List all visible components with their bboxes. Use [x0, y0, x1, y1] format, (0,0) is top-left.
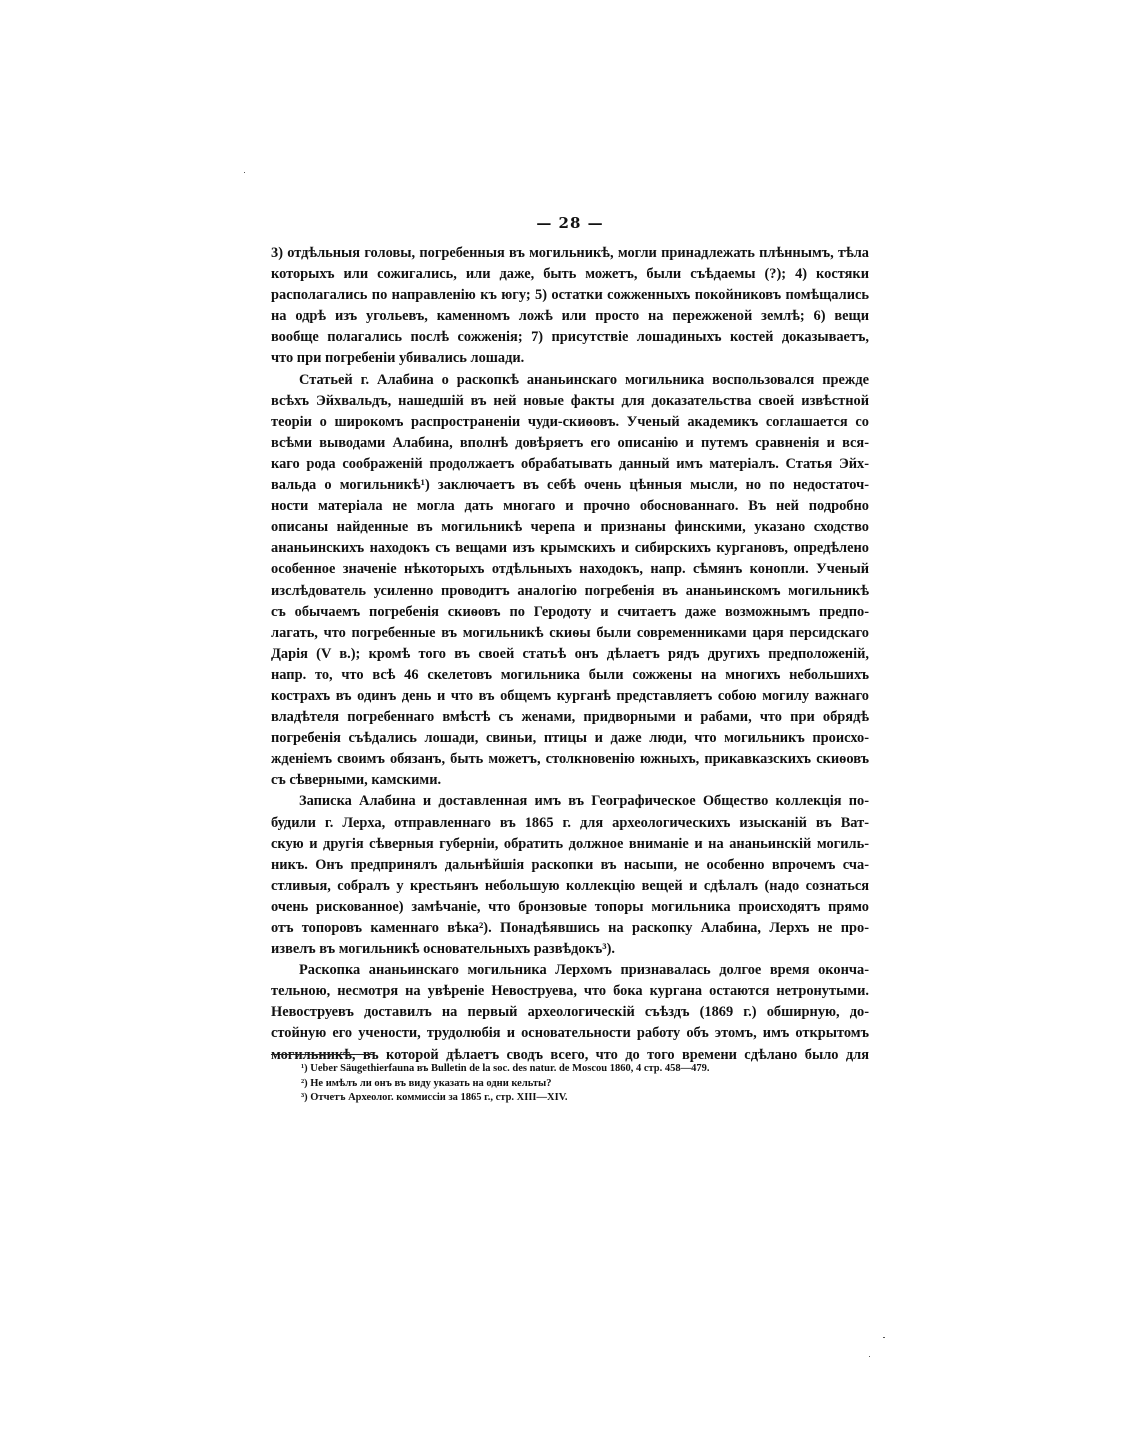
body-text [271, 243, 869, 1066]
text-line: ананьинскихъ находокъ съ вещами изъ крымскихъ и сибирскихъ кургановъ, опредѣлено [271, 540, 869, 557]
footnote-divider [271, 1054, 374, 1055]
text-line: 3) отдѣльныя головы, погребенныя въ могильникѣ, могли принадлежать плѣннымъ, тѣла [271, 245, 869, 261]
text-line: Дарія (V в.); кромѣ того въ своей статьѣ онъ дѣлаетъ рядъ другихъ предположеній, [271, 645, 869, 662]
text-line: изслѣдователь усиленно проводитъ аналогію погребенія въ ананьинскомъ могильникѣ [271, 582, 869, 599]
text-line: извелъ въ могильникѣ основательныхъ развѣдокъ³). [271, 941, 615, 958]
text-line: жденіемъ своимъ обязанъ, быть можетъ, столкновенію южныхъ, прикавказскихъ скиѳовъ [271, 751, 869, 768]
scan-speck [869, 1356, 870, 1357]
text-line: скую и другія сѣверныя губерніи, обратить должное вниманіе и на ананьинскій могиль- [271, 835, 869, 852]
text-line: вальда о могильникѣ¹) заключаетъ въ себѣ очень цѣнныя мысли, но по недостаточ- [271, 477, 869, 494]
text-line: теоріи о широкомъ распространеніи чуди-скиѳовъ. Ученый академикъ соглашается со [271, 413, 869, 430]
text-line: Статьей г. Алабина о раскопкѣ ананьинскаго могильника воспользовался прежде [299, 371, 869, 388]
text-line: ности матеріала не могла дать многаго и прочно обоснованнаго. Въ ней подробно [271, 498, 869, 515]
text-line: располагались по направленію къ югу; 5) остатки сожженныхъ покойниковъ помѣщались [271, 287, 869, 304]
text-line: каго рода соображеній продолжаетъ обрабатывать данный имъ матеріалъ. Статья Эйх- [271, 455, 869, 472]
text-line: вообще полагались послѣ сожженія; 7) присутствіе лошадиныхъ костей доказываетъ, [271, 329, 869, 346]
text-line: всѣхъ Эйхвальдъ, нашедшій въ ней новые факты для доказательства своей извѣстной [271, 392, 869, 409]
text-line: Записка Алабина и доставленная имъ въ Географическое Общество коллекція по- [299, 793, 869, 810]
text-line: могильникѣ, въ которой дѣлаетъ сводъ всего, что до того времени сдѣлано было для [271, 1046, 869, 1063]
text-line: очень рискованное) замѣчаніе, что бронзовые топоры могильника происходятъ прямо [271, 898, 869, 915]
text-line: владѣтеля погребеннаго вмѣстѣ съ женами, придворными и рабами, что при обрядѣ [271, 709, 869, 726]
text-line: тельною, несмотря на увѣреніе Невоструева, что бока кургана остаются нетронутыми. [271, 983, 869, 1000]
text-line: лагать, что погребенные въ могильникѣ скиѳы были современниками царя персидскаго [271, 624, 869, 641]
paragraph [271, 370, 869, 792]
scan-speck [244, 172, 245, 173]
paragraph [271, 791, 869, 960]
text-line: особенное значеніе нѣкоторыхъ отдѣльныхъ находокъ, напр. сѣмянъ конопли. Ученый [271, 561, 869, 578]
scan-speck [883, 1337, 885, 1338]
footnote: ¹) Ueber Säugethierfauna въ Bulletin de la soc. des natur. de Moscou 1860, 4 стр. 458—479. [301, 1063, 710, 1074]
text-line: Раскопка ананьинскаго могильника Лерхомъ признавалась долгое время оконча- [299, 962, 869, 979]
text-line: напр. то, что всѣ 46 скелетовъ могильника были сожжены на многихъ небольшихъ [271, 666, 869, 683]
footnote: ²) Не имѣлъ ли онъ въ виду указать на одни кельты? [301, 1077, 552, 1089]
page-number: — 28 — [536, 214, 604, 232]
text-line: описаны найденные въ могильникѣ черепа и признаны финскими, указано сходство [271, 519, 869, 536]
text-line: стойную его учености, трудолюбія и основательности работу объ этомъ, имъ открытомъ [271, 1025, 869, 1042]
text-line: будили г. Лерха, отправленнаго въ 1865 г. для археологическихъ изысканій въ Ват- [271, 814, 869, 831]
text-line: Невоструевъ доставилъ на первый археологическій съѣздъ (1869 г.) обширную, до- [271, 1004, 869, 1021]
paragraph [271, 960, 869, 1065]
text-line: отъ топоровъ каменнаго вѣка²). Понадѣявшись на раскопку Алабина, Лерхъ не про- [271, 920, 869, 936]
paragraph [271, 243, 869, 370]
text-line: которыхъ или сожигались, или даже, быть можетъ, были съѣдаемы (?); 4) костяки [271, 266, 869, 283]
footnotes [301, 1062, 861, 1106]
text-line: всѣми выводами Алабина, вполнѣ довѣряетъ его описанію и путемъ сравненія и вся- [271, 434, 869, 451]
text-line: на одрѣ изъ угольевъ, каменномъ ложѣ или просто на пережженой землѣ; 6) вещи [271, 308, 869, 325]
text-line: погребенія съѣдались лошади, свиньи, птицы и даже люди, что могильникъ происхо- [271, 730, 869, 747]
text-line: съ сѣверными, камскими. [271, 772, 442, 789]
text-line: что при погребеніи убивались лошади. [271, 350, 525, 367]
text-line: кострахъ въ одинъ день и что въ общемъ курганѣ представляетъ собою могилу важнаго [271, 687, 869, 704]
text-line: съ обычаемъ погребенія скиѳовъ по Геродоту и считаетъ даже возможнымъ предпо- [271, 603, 869, 620]
text-line: никъ. Онъ предпринялъ дальнѣйшія раскопки въ насыпи, не особенно впрочемъ сча- [271, 856, 869, 873]
footnote: ³) Отчетъ Археолог. коммиссіи за 1865 г., стр. XIII—XIV. [301, 1092, 568, 1104]
text-line: стливыя, собралъ у крестьянъ небольшую коллекцію вещей и сдѣлалъ (надо сознаться [271, 877, 869, 894]
